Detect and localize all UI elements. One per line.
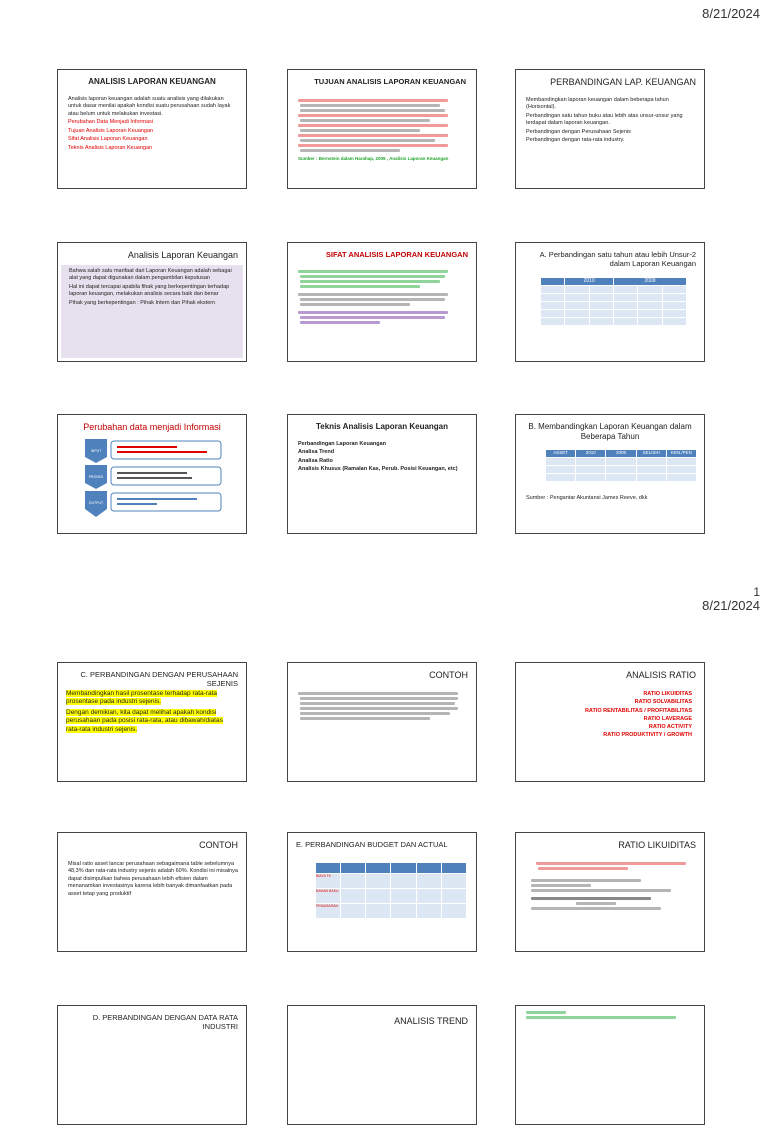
ratio-item: RATIO LIKUIDITAS: [643, 691, 692, 697]
slide-title: ANALISIS TREND: [394, 1016, 468, 1026]
bullet-item: Perubahan Data Menjadi Informasi: [68, 119, 153, 126]
bullet-item: Bahwa salah satu manfaat dari Laporan Keuangan adalah sebagai alat yang dapat digunakan dalam pengambilan keputusan: [69, 268, 232, 282]
slide-title: Teknis Analisis Laporan Keuangan: [315, 422, 449, 431]
slide-title: E. PERBANDINGAN BUDGET DAN ACTUAL: [296, 840, 448, 849]
bullet-item: Pihak yang berkepentingan : Pihak Intern dan Pihak ekstern: [69, 299, 216, 306]
slide-contoh-2: [57, 832, 247, 952]
step-input: INPUT: [90, 449, 102, 453]
ratio-list: [585, 690, 692, 740]
row-label: PEMASARAN: [316, 904, 340, 918]
table-header: SELISIH: [637, 450, 666, 457]
bullet-list: [61, 265, 243, 358]
slide-budget-actual: [287, 832, 477, 952]
slide-title: TUJUAN ANALISIS LAPORAN KEUANGAN: [314, 77, 466, 86]
slide-perbandingan-rata-industri: [57, 1005, 247, 1125]
slide-perbandingan-lap-keuangan: [515, 69, 705, 189]
highlight-text: [66, 690, 236, 734]
budget-table: [316, 863, 466, 918]
slide-title: RATIO LIKUIDITAS: [618, 840, 696, 850]
slide-title: Analisis Laporan Keuangan: [127, 250, 238, 260]
slide-analisis-laporan-keuangan: [57, 69, 247, 189]
slide-title: CONTOH: [429, 670, 468, 680]
row-label: BAHAN BAKU: [316, 889, 340, 903]
slide-sifat-analisis: [287, 242, 477, 362]
step-proses: PROSES: [88, 475, 104, 479]
table-header: ASSET: [546, 450, 575, 457]
slide-teknis-analisis: [287, 414, 477, 534]
ratio-item: RATIO LAVERAGE: [643, 715, 692, 722]
bullet-item: Perbandingan Laporan Keuangan: [298, 441, 387, 447]
bullet-list: [526, 97, 696, 146]
bullet-item: Analisis laporan keuangan adalah suatu analisis yang dilakukan untuk dasar menilai apakah kondisi suatu perusahaan sudah layak atau belum untuk melakukan investasi.: [68, 96, 231, 117]
comparison-table: [541, 278, 686, 325]
bullet-item: Teknis Analisis Laporan Keuangan: [68, 144, 153, 151]
table-header: 2009: [606, 450, 635, 457]
slide-contoh: [287, 662, 477, 782]
page-date: 8/21/2024: [702, 598, 760, 613]
slide-tujuan-analisis: [287, 69, 477, 189]
slide-title: B. Membandingkan Laporan Keuangan dalam Beberapa Tahun: [528, 422, 692, 441]
slide-analisis-ratio: [515, 662, 705, 782]
ratio-item: RATIO PRODUKTIVITY / GROWTH: [603, 732, 692, 739]
multi-year-table: [546, 450, 696, 481]
process-flow-diagram: [85, 439, 235, 519]
bullet-item: Misal ratio asset lancar perusahaan sebagaimana table sebelumnya 48,3% dan rata-rata industry sejenis adalah 60%. Kondisi ini misalnya dapat disimpulkan bahwa perusahaan lebih efisien dalam menanamkan investasinya karena lebih banyak dimanfaatkan pada asset tetap yang produktif: [68, 861, 238, 897]
table-header: KEN./PEN: [667, 450, 696, 457]
bullet-item: Perbandingan satu tahun buku atau lebih atas unsur-unsur yang terdapat dalam laporan keuangan.: [526, 112, 683, 127]
bullet-item: Tujuan Analisis Laporan Keuangan: [68, 127, 154, 134]
step-output: OUTPUT: [88, 501, 104, 505]
ratio-item: RATIO ACTIVITY: [648, 724, 692, 730]
ratio-item: RATIO SOLVABILITAS: [634, 699, 692, 706]
bullet-item: Analisis Khusus (Ramalan Kas, Perub. Posisi Keuangan, etc): [298, 466, 458, 473]
slide-title: D. PERBANDINGAN DENGAN DATA RATA INDUSTRI: [92, 1013, 238, 1031]
source-note: Sumber : Pengantar Akuntansi James Reeve, dkk: [526, 495, 648, 501]
slide-ratio-likuiditas-detail: [515, 1005, 705, 1125]
slide-title: ANALISIS LAPORAN KEUANGAN: [88, 77, 216, 86]
source-note: Sumber : Bernstein dalam Harahap, 2009 , Analisis Laporan Keuangan: [298, 156, 449, 161]
slide-perbandingan-perusahaan-sejenis: [57, 662, 247, 782]
bullet-item: Analisa Trend: [298, 449, 335, 456]
row-label: BIAYA TK: [316, 874, 340, 888]
year-header: 2009: [614, 278, 686, 285]
slide-analisis-laporan-keuangan-2: [57, 242, 247, 362]
slide-analisis-trend: [287, 1005, 477, 1125]
slide-title: A. Perbandingan satu tahun atau lebih Unsur-2 dalam Laporan Keuangan: [539, 250, 696, 268]
slide-title: C. PERBANDINGAN DENGAN PERUSAHAAN SEJENIS: [80, 670, 238, 688]
slide-perbandingan-unsur: [515, 242, 705, 362]
slide-title: ANALISIS RATIO: [626, 670, 696, 680]
slide-title: CONTOH: [199, 840, 238, 850]
page-number: 1: [753, 585, 760, 599]
bullet-list: [68, 861, 238, 899]
bullet-item: Hal ini dapat tercapai apabila fihak yang berkepentingan terhadap laporan keuangan, melakukan analisis secara baik dan benar: [69, 283, 230, 298]
slide-title: PERBANDINGAN LAP. KEUANGAN: [550, 77, 696, 87]
slide-perubahan-data: [57, 414, 247, 534]
bullet-list: [298, 441, 468, 475]
bullet-item: Analisa Ratio: [298, 457, 333, 464]
year-header: 2010: [565, 278, 613, 285]
slide-membandingkan-beberapa-tahun: [515, 414, 705, 534]
slide-ratio-likuiditas: [515, 832, 705, 952]
bullet-item: Perbandingan dengan Perusahaan Sejenis: [526, 128, 631, 135]
ratio-item: RATIO RENTABILITAS / PROFITABILITAS: [584, 707, 692, 714]
bullet-item: Sifat Analisis Laporan Keuangan: [68, 136, 148, 143]
bullet-item: Membandingkan laporan keuangan dalam beberapa tahun (Horisontal).: [526, 97, 669, 111]
bullet-item: Perbandingan dengan rata-rata industry.: [526, 137, 625, 144]
table-header: 2010: [576, 450, 605, 457]
slide-title: SIFAT ANALISIS LAPORAN KEUANGAN: [325, 250, 468, 259]
slide-title: Perubahan data menjadi Informasi: [83, 422, 221, 432]
highlight-item: Dengan demikian, kita dapat melihat apakah kondisi perusahaan pada posisi rata-rata, atau dibawah/diatas rata-rata industri sejenis.: [66, 708, 223, 733]
page-date: 8/21/2024: [702, 6, 760, 21]
bullet-list: [68, 96, 238, 153]
highlight-item: Membandingkan hasil prosentase terhadap rata-rata prosentase pada industri sejenis.: [66, 690, 218, 706]
